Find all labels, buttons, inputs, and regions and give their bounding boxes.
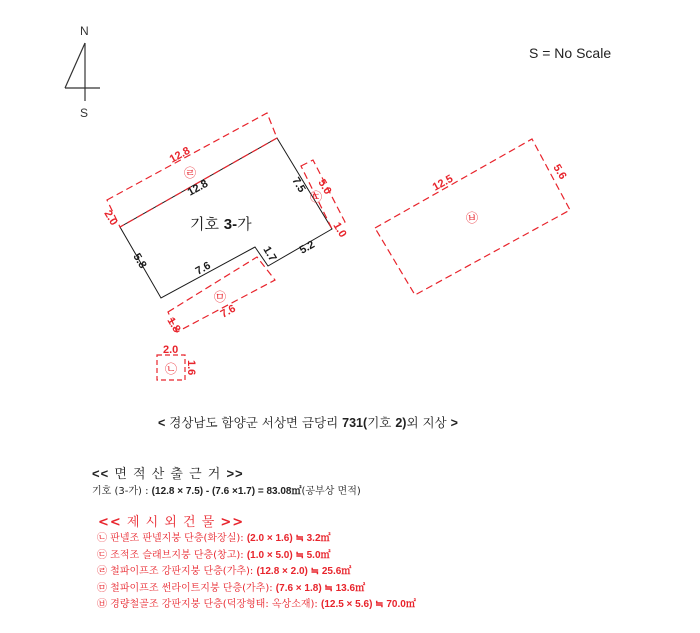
area-calc-formula: 기호 (3-가) : (12.8 × 7.5) - (7.6 ×1.7) = 83.08㎡(공부상 면적) — [92, 486, 361, 497]
dim-left: 5.8 — [130, 251, 149, 271]
compass-north-label: N — [80, 24, 89, 38]
list-item: ㉡ 판넬조 판넬지붕 단층(화장실): (2.0 × 1.6) ≒ 3.2㎡ — [97, 533, 331, 544]
scale-note: S = No Scale — [529, 45, 612, 61]
symbol-mieum: ㉤ — [214, 290, 227, 304]
dim-rieul-length: 12.8 — [167, 144, 193, 166]
dim-digeut-width: 1.0 — [330, 220, 349, 240]
list-item: ㉢ 조적조 슬래브지붕 단층(창고): (1.0 × 5.0) ≒ 5.0㎡ — [97, 549, 331, 561]
list-item: ㉤ 철파이프조 썬라이트지붕 단층(가추): (7.6 × 1.8) ≒ 13.6㎡ — [97, 582, 366, 594]
list-item: ㉥ 경량철골조 강판지붕 단층(덕장형태: 옥상소재): (12.5 × 5.6) ≒ 70.0㎡ — [97, 599, 416, 611]
compass-south-label: S — [80, 106, 89, 120]
dim-rieul-width: 2.0 — [101, 208, 120, 228]
excluded-buildings-title: << 제 시 외 건 물 >> — [98, 515, 245, 530]
symbol-bieup: ㉥ — [466, 211, 479, 225]
list-item: ㉣ 철파이프조 강판지붕 단층(가추): (12.8 × 2.0) ≒ 25.6㎡ — [97, 566, 352, 578]
main-building-label: 기호 3-가 — [190, 215, 252, 233]
symbol-rieul: ㉣ — [184, 166, 197, 180]
dim-mieum-length: 7.6 — [218, 302, 238, 321]
dim-mieum-width: 1.8 — [164, 315, 183, 335]
area-calc-title: << 면 적 산 출 근 거 >> — [92, 466, 244, 482]
drawing-caption: < 경상남도 함양군 서상면 금당리 731(기호 2)외 지상 > — [158, 415, 458, 430]
dim-bieup-width: 5.6 — [550, 162, 569, 182]
dim-digeut-length: 5.0 — [315, 177, 334, 197]
dim-nieun-length: 2.0 — [163, 344, 179, 356]
dim-right: 7.5 — [289, 175, 308, 195]
dim-bieup-length: 12.5 — [430, 172, 456, 194]
dim-bottom: 7.6 — [193, 259, 213, 278]
excluded-buildings-list — [97, 531, 416, 614]
dim-lower-right: 5.2 — [297, 238, 317, 257]
dim-notch: 1.7 — [260, 244, 279, 264]
symbol-nieun: ㉡ — [165, 362, 178, 376]
symbol-digeut: ㉢ — [310, 190, 323, 204]
dim-top: 12.8 — [185, 177, 211, 199]
north-arrow-icon — [65, 43, 100, 101]
dim-nieun-width: 1.6 — [185, 360, 197, 376]
